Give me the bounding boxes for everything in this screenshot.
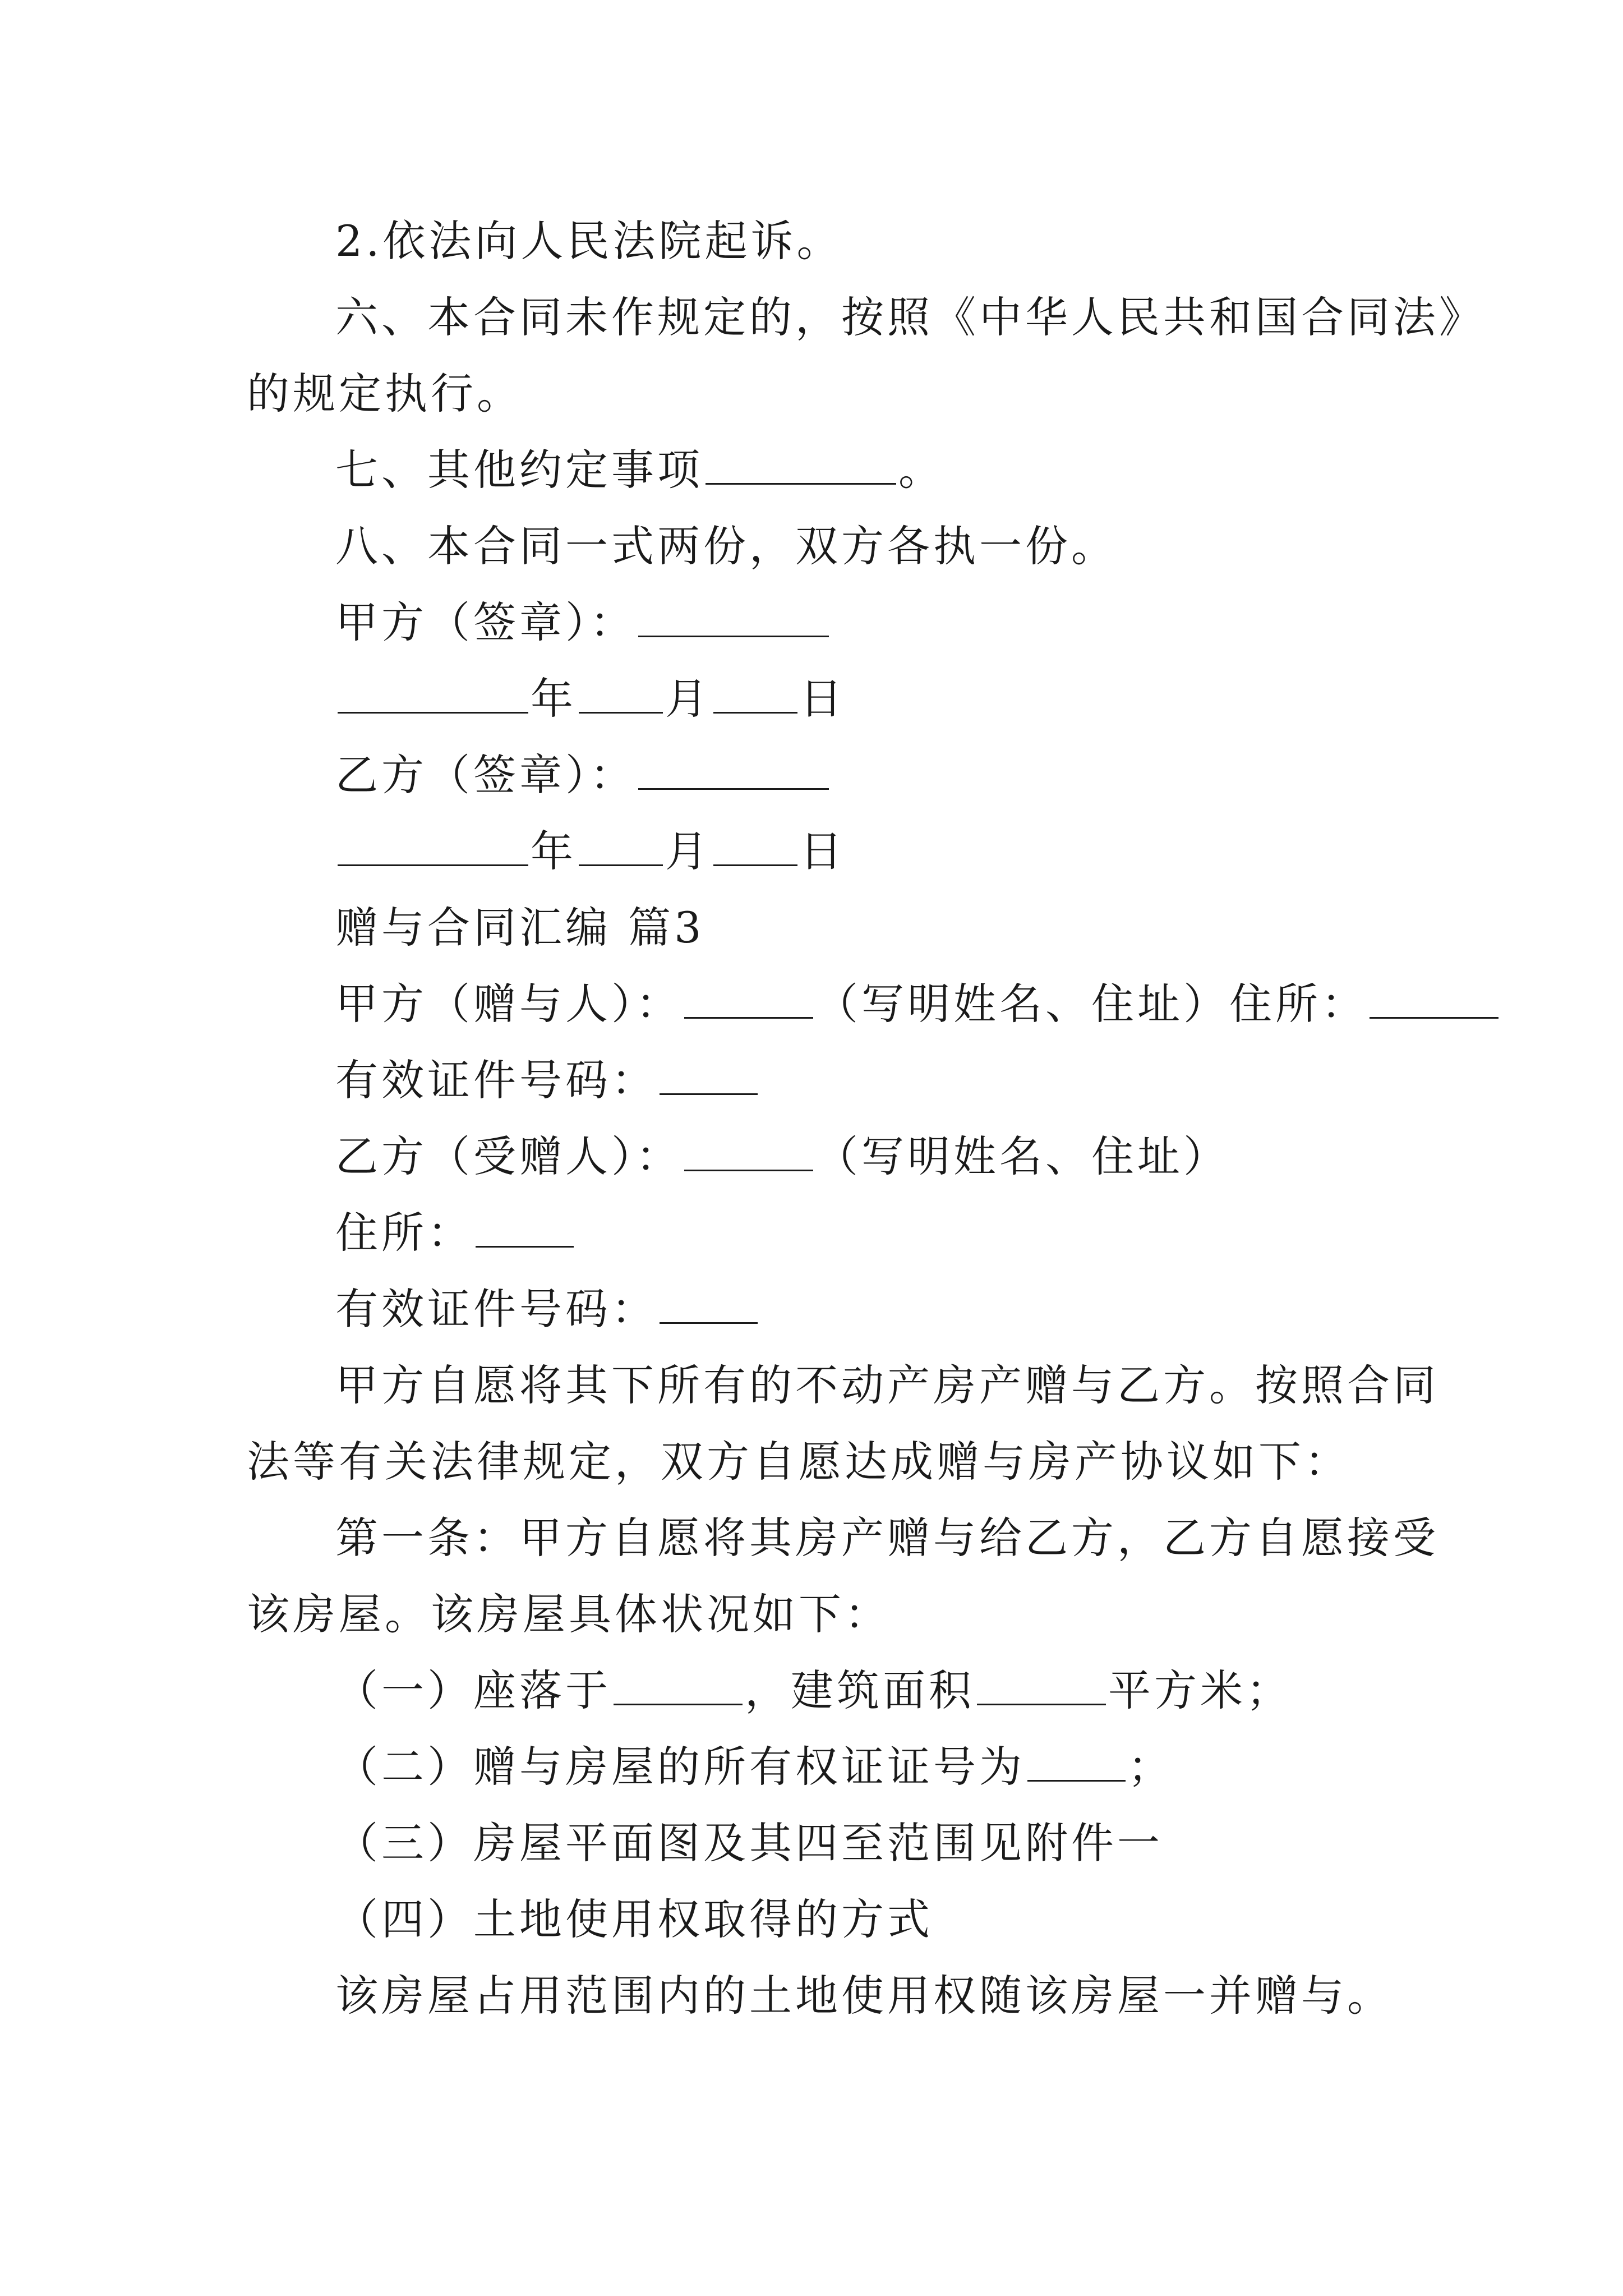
clause-text: 甲方（赠与人）： (335, 979, 682, 1029)
party-a-line (335, 976, 1501, 1032)
fill-blank (977, 1664, 1106, 1705)
year-label: 年 (531, 826, 577, 876)
clause-line (335, 1815, 1163, 1871)
clause-text: 乙方（受赠人）： (335, 1131, 682, 1181)
clause-text: 第一条：甲方自愿将其房产赠与给乙方，乙方自愿接受 (335, 1513, 1439, 1563)
fill-blank (706, 444, 896, 485)
clause-line (335, 1739, 1174, 1795)
fill-blank (476, 1207, 574, 1248)
day-blank (713, 673, 797, 714)
id-number-line (335, 1052, 760, 1108)
year-blank (338, 825, 528, 866)
day-label: 日 (800, 674, 846, 724)
clause-line (335, 1358, 1439, 1414)
month-label: 月 (665, 826, 711, 876)
month-label: 月 (665, 674, 711, 724)
party-b-line (335, 1129, 1229, 1185)
fill-blank (684, 978, 813, 1019)
clause-text: 该房屋占用范围内的土地使用权随该房屋一并赠与。 (335, 1971, 1393, 2021)
clause-text: 。 (898, 445, 944, 495)
clause-line (335, 289, 1485, 346)
clause-line (335, 1663, 1292, 1719)
clause-text: 该房屋。该房屋具体状况如下： (247, 1589, 891, 1639)
clause-line (335, 1892, 933, 1948)
day-blank (713, 825, 797, 866)
clause-text: （四）土地使用权取得的方式 (335, 1894, 933, 1944)
clause-line (247, 1434, 1350, 1490)
clause-text: 住所： (335, 1208, 473, 1258)
clause-line (335, 518, 1117, 574)
date-line (335, 671, 846, 727)
clause-line (335, 1968, 1393, 2024)
clause-text: 法等有关法律规定，双方自愿达成赠与房产协议如下： (247, 1437, 1350, 1487)
clause-line (335, 442, 944, 498)
clause-text: 八、本合同一式两份，双方各执一份。 (335, 521, 1117, 571)
clause-text: 有效证件号码： (335, 1055, 657, 1105)
clause-text: 七、其他约定事项 (335, 445, 703, 495)
clause-text: 六、本合同未作规定的，按照《中华人民共和国合同法》 (335, 292, 1485, 342)
clause-text: （写明姓名、住址） (815, 1131, 1229, 1181)
clause-text: （写明姓名、住址）住所： (815, 979, 1367, 1029)
fill-blank (614, 1664, 743, 1705)
clause-line (335, 1510, 1439, 1566)
signature-blank (638, 596, 829, 637)
party-a-signature-line (335, 595, 831, 651)
fill-blank (1370, 978, 1498, 1019)
signature-label: 乙方（签章）： (335, 750, 636, 800)
clause-text: 平方米； (1108, 1665, 1292, 1715)
clause-text: ； (1128, 1742, 1174, 1792)
fill-blank (1027, 1741, 1126, 1782)
year-label: 年 (531, 674, 577, 724)
clause-text: ，建筑面积 (745, 1665, 975, 1715)
clause-line (247, 1586, 891, 1642)
clause-line (335, 213, 843, 269)
address-line (335, 1205, 576, 1261)
month-blank (579, 673, 663, 714)
clause-text: （一）座落于 (335, 1665, 611, 1715)
id-number-line (335, 1281, 760, 1337)
signature-label: 甲方（签章）： (335, 597, 636, 647)
year-blank (338, 673, 528, 714)
clause-text: 2.依法向人民法院起诉。 (335, 216, 843, 266)
fill-blank (660, 1283, 758, 1324)
party-b-signature-line (335, 747, 831, 803)
clause-text: 有效证件号码： (335, 1284, 657, 1334)
clause-line (247, 366, 523, 422)
day-label: 日 (800, 826, 846, 876)
clause-text: 的规定执行。 (247, 369, 523, 418)
fill-blank (660, 1054, 758, 1095)
fill-blank (684, 1130, 813, 1171)
clause-text: （二）赠与房屋的所有权证证号为 (335, 1742, 1025, 1792)
clause-text: 甲方自愿将其下所有的不动产房产赠与乙方。按照合同 (335, 1360, 1439, 1410)
section-title: 赠与合同汇编 篇3 (335, 903, 705, 953)
date-line (335, 823, 846, 880)
section-heading (335, 900, 705, 956)
clause-text: （三）房屋平面图及其四至范围见附件一 (335, 1818, 1163, 1868)
month-blank (579, 825, 663, 866)
signature-blank (638, 749, 829, 790)
